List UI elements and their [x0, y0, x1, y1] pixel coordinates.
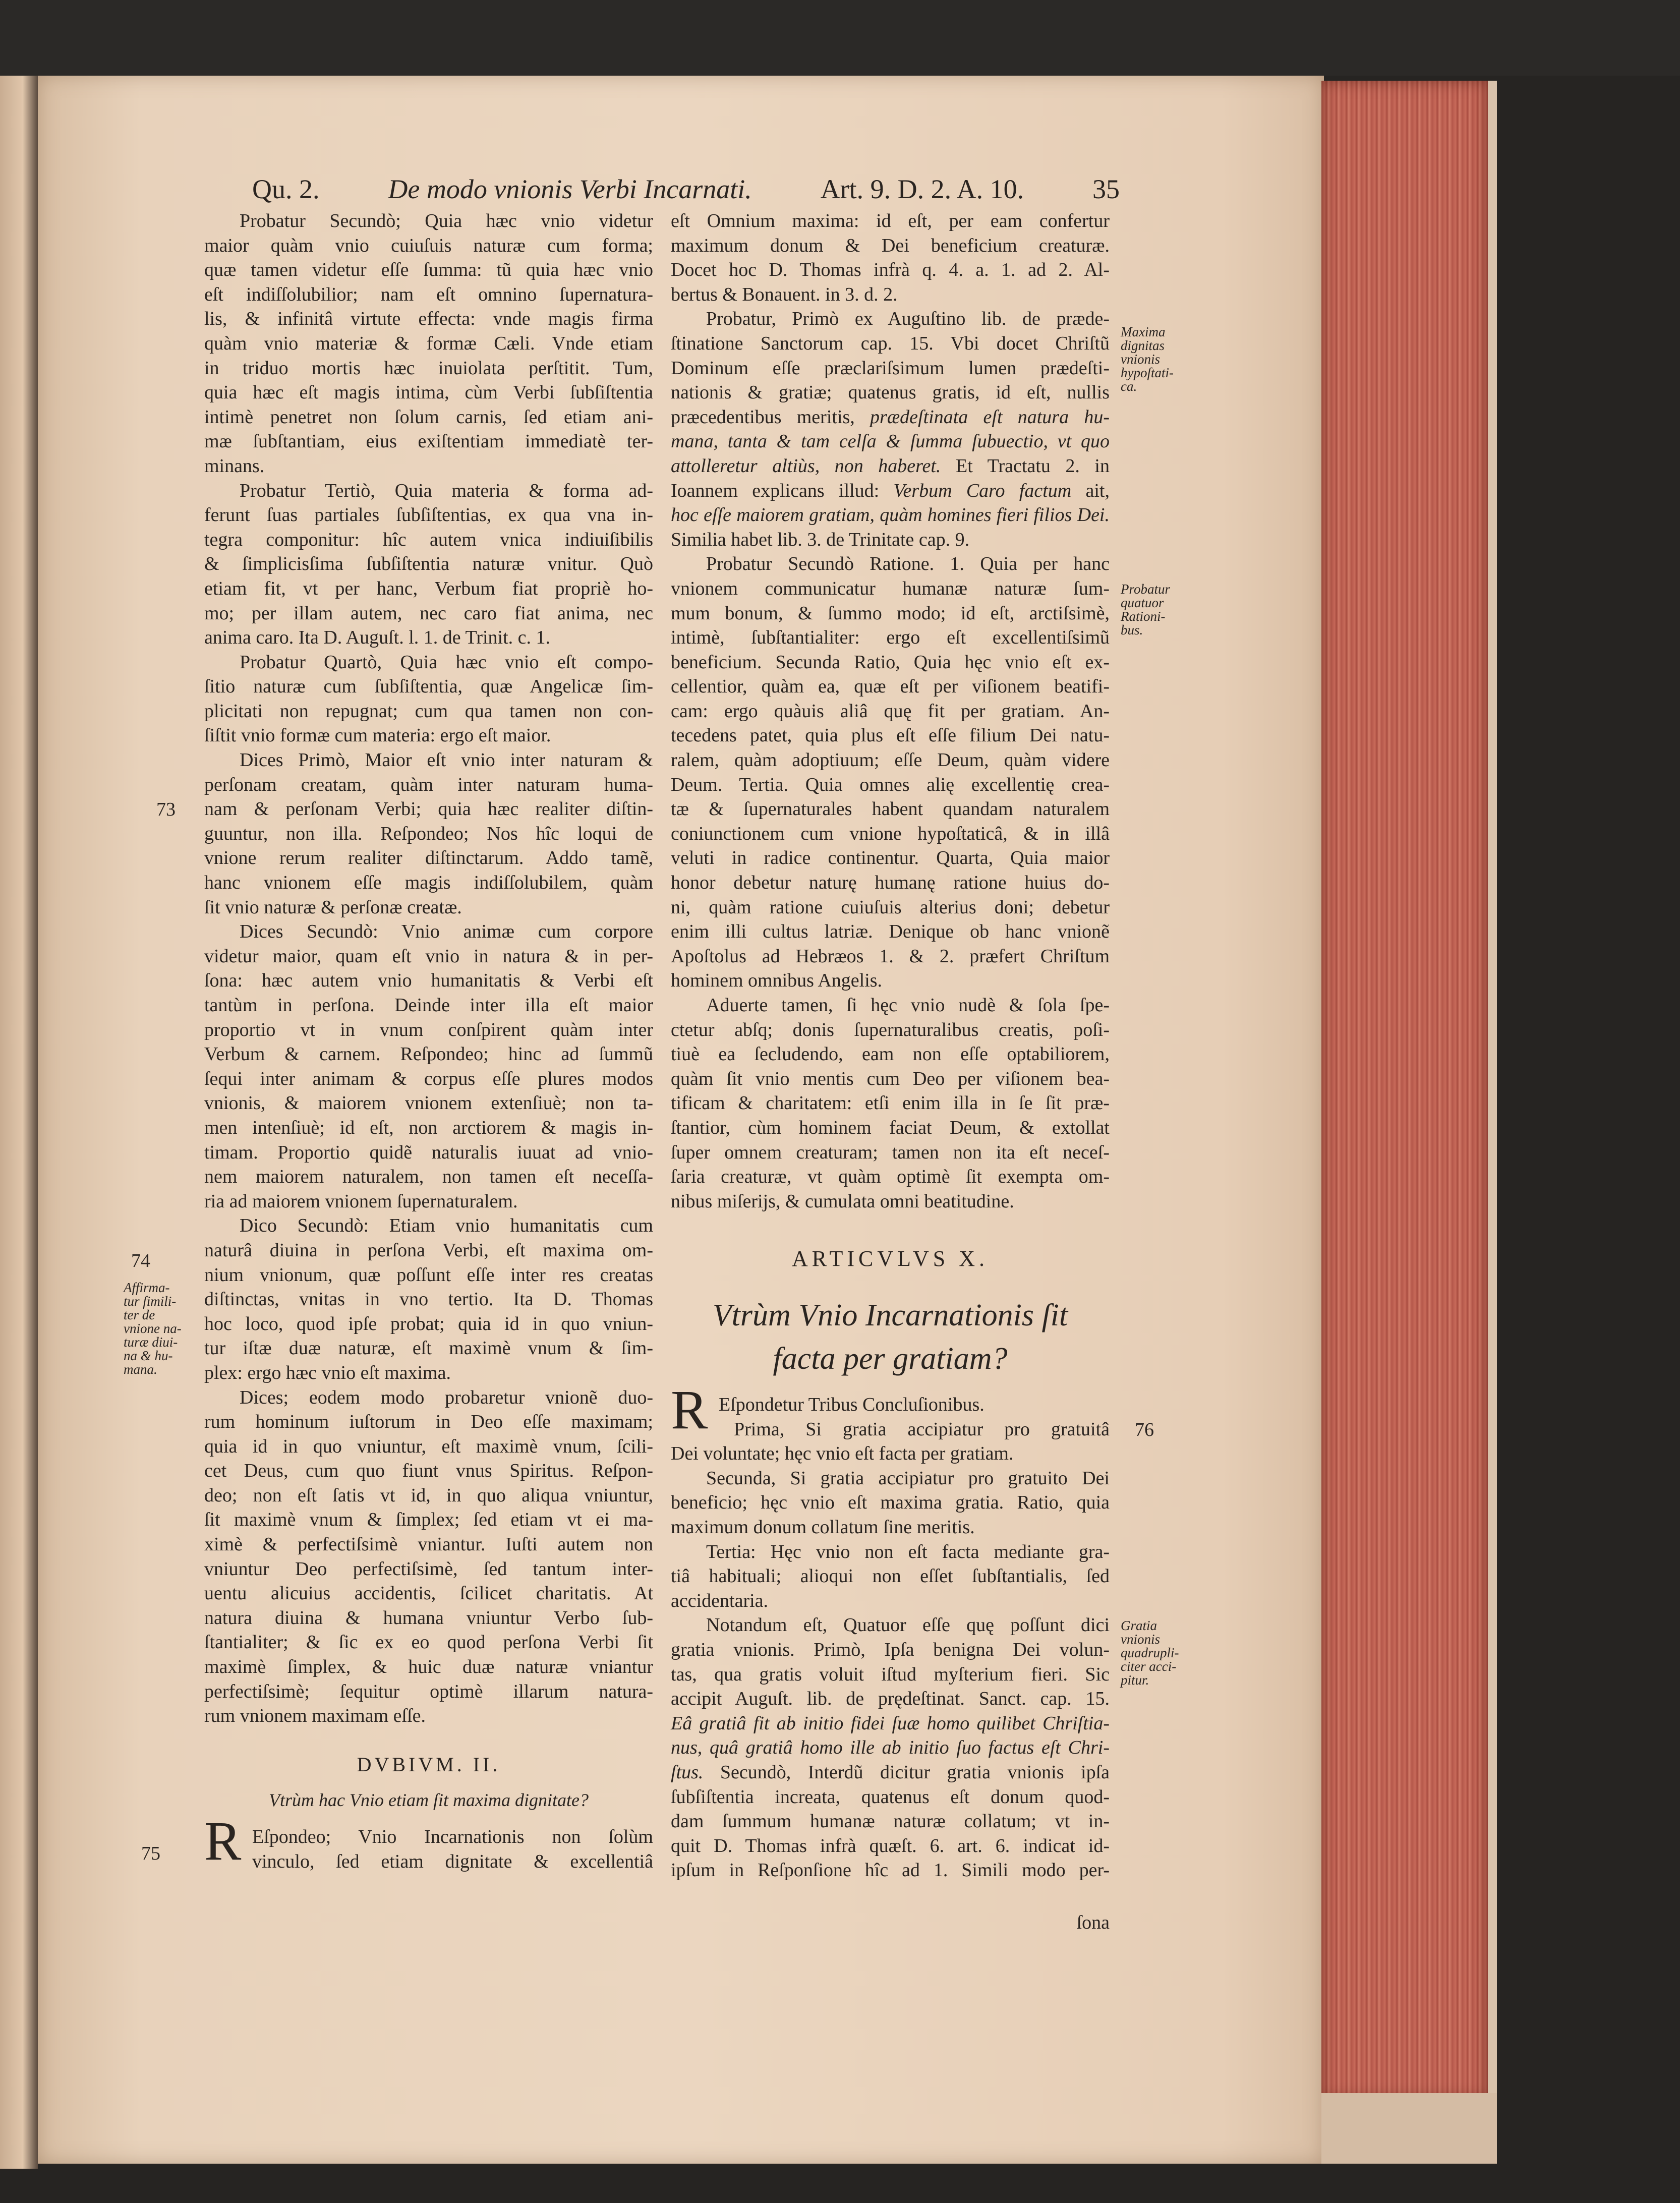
text-line: Docet hoc D. Thomas infrà q. 4. a. 1. ad 2. Al-	[671, 259, 1110, 281]
text-line: tegra componitur: hîc autem vnica indiuiſibilis	[204, 529, 653, 550]
page-number: 35	[1092, 174, 1120, 204]
text-line: men intenſiuè; id eſt, non arctiorem & magis in-	[204, 1117, 653, 1138]
text-line	[671, 1735, 1110, 1760]
margin-note-line: turæ diui-	[124, 1335, 178, 1350]
text-line: quàm vnio materiæ & formæ Cæli. Vnde etiam	[204, 332, 653, 354]
text-line: nem maiorem naturalem, non tamen eſt neceſſa-	[204, 1166, 653, 1188]
text-line: ferunt ſuas partiales ſubſiſtentias, ex qua vna in-	[204, 504, 653, 526]
text-line: vnionem communicatur humanæ naturæ ſum-	[671, 577, 1110, 599]
margin-note-line: dignitas	[1121, 338, 1165, 353]
text-line: ximè & perfectiſsimè vniantur. Iuſti autem non	[204, 1534, 653, 1555]
text-line: gratia vnionis. Primò, Ipſa benigna Dei volun-	[671, 1639, 1110, 1660]
text-line: ſit maximè vnum & ſimplex; ſed etiam vt ei ma-	[204, 1509, 653, 1531]
text-line: naturâ diuina in perſona Verbi, eſt maxima om-	[204, 1239, 653, 1261]
text-line: accipit Auguſt. lib. de prędeſtinat. Sanct. cap. 15.	[671, 1688, 1110, 1710]
text-line: Eſpondeo; Vnio Incarnationis non ſolùm	[252, 1826, 653, 1847]
margin-note-line: vnionis	[1121, 1632, 1160, 1647]
text-line: nam & perſonam Verbi; quia hæc realiter diſtin-	[204, 798, 653, 820]
text-line: Tertia: Hęc vnio non eſt facta mediante gra-	[706, 1541, 1110, 1562]
text-line: ſaria creaturæ, vt quàm optimè ſit exempta om-	[671, 1166, 1110, 1188]
text-line: vnionis, & maiorem vnionem extenſiuè; non ta-	[204, 1092, 653, 1114]
text-line: mo; per illam autem, nec caro fiat anima, nec	[204, 602, 653, 624]
text-line: nibus miſerijs, & cumulata omni beatitudine.	[671, 1190, 1014, 1212]
text-line: timam. Proportio quidẽ naturalis iuuat ad vnio-	[204, 1141, 653, 1163]
margin-number: 76	[1135, 1419, 1154, 1440]
dubium-heading-text: DVBIVM. II.	[357, 1753, 501, 1776]
text-line: Probatur Secundò Ratione. 1. Quia per hanc	[706, 553, 1110, 575]
margin-note-line: ter de	[124, 1307, 155, 1322]
margin-note-line: na & hu-	[124, 1348, 173, 1363]
text-line: hanc vnionem eſſe magis indiſſolubilem, quàm	[204, 872, 653, 894]
text-line: tificam & charitatem: etſi enim illa in ſe ſit præ-	[671, 1092, 1110, 1114]
text-line: intimè, ſubſtantialiter: ergo eſt excellentiſsimũ	[671, 627, 1110, 649]
margin-note-line: Rationi-	[1121, 609, 1166, 624]
header-title: De modo vnionis Verbi Incarnati.	[388, 174, 752, 204]
margin-note-line: citer acci-	[1121, 1659, 1177, 1674]
text-line: quàm ſit vnio mentis cum Deo per viſionem bea-	[671, 1068, 1110, 1089]
drop-cap: R	[204, 1810, 242, 1872]
text-line: Dico Secundò: Etiam vnio humanitatis cum	[240, 1215, 653, 1237]
margin-note-line: Maxima	[1121, 324, 1166, 339]
text-segment: mana, tanta & tam celſa & ſumma ſubuectio, vt quo	[671, 431, 1110, 452]
article-title-line: Vtrùm Vnio Incarnationis ſit	[712, 1298, 1068, 1332]
text-line: vnione rerum realiter diſtinctarum. Addo tamẽ,	[204, 847, 653, 869]
text-line: accidentaria.	[671, 1590, 769, 1611]
text-line: lis, & infinitâ virtute effecta: vnde magis firma	[204, 308, 653, 330]
text-line: veluti in radice continentur. Quarta, Quia maior	[671, 847, 1110, 869]
text-line	[671, 479, 1110, 503]
page-edges-red	[1321, 81, 1497, 2098]
margin-note-probatur	[1121, 583, 1170, 637]
text-segment: Ioannem explicans illud:	[671, 480, 894, 501]
margin-note-line: tur ſimili-	[124, 1294, 177, 1309]
page-edges-bottom	[1321, 2093, 1497, 2164]
text-segment: Verbum Caro factum	[893, 480, 1072, 501]
text-line: quia id in quo vniuntur, eſt maximè vnum, ſcili-	[204, 1435, 653, 1457]
text-line	[671, 454, 1110, 479]
margin-note-line: Gratia	[1121, 1618, 1157, 1633]
text-line: plex: ergo hæc vnio eſt maxima.	[204, 1362, 451, 1383]
running-header	[252, 169, 1120, 209]
margin-note-line: quatuor	[1121, 595, 1164, 610]
text-line: rum vnionem maximam eſſe.	[204, 1705, 426, 1727]
scan-background	[0, 0, 1680, 76]
text-segment: prædeſtinata eſt natura hu-	[870, 406, 1110, 428]
margin-number: 73	[156, 799, 176, 820]
catchword: ſona	[1076, 1912, 1110, 1933]
text-line: deo; non eſt ſatis vt id, in quo aliqua vniuntur,	[204, 1484, 653, 1506]
article-text	[671, 1393, 1110, 1883]
text-line: maximum donum & Dei beneficium creaturæ.	[671, 235, 1110, 256]
margin-number: 74	[131, 1250, 150, 1271]
text-line: Eſpondetur Tribus Concluſionibus.	[719, 1394, 984, 1415]
text-line: tur iſtæ duæ naturæ, eſt maximè vnum & ſim-	[204, 1338, 653, 1359]
dubium-heading	[204, 1753, 653, 1776]
margin-note-line: pitur.	[1121, 1672, 1149, 1688]
text-line: vniuntur Deo perfectiſsimè, ſed tantum inter-	[204, 1558, 653, 1580]
text-line: ſtinatione Sanctorum cap. 15. Vbi docet Chriſtũ	[671, 332, 1110, 354]
text-line: ſona: hæc autem vnio humanitatis & Verbi eſt	[204, 970, 653, 992]
text-line: Notandum eſt, Quatuor eſſe quę poſſunt dici	[706, 1614, 1110, 1636]
facing-page-edge	[0, 76, 38, 2169]
text-line: guuntur, non illa. Reſpondeo; Nos hîc loqui de	[204, 823, 653, 844]
text-line: cellentior, quàm ea, quæ eſt per viſionem beatifi-	[671, 676, 1110, 698]
text-line: tæ & ſupernaturales habent quandam naturalem	[671, 798, 1110, 820]
margin-note-line: vnione na-	[124, 1321, 182, 1336]
text-line: cet Deus, cum quo fiunt vnus Spiritus. Reſpon-	[204, 1460, 653, 1482]
text-line: ſitio naturæ cum ſubſiſtentia, quæ Angelicæ ſim-	[204, 676, 653, 698]
text-line	[671, 503, 1110, 528]
text-line: tecedens patet, quia plus eſt eſſe filium Dei natu-	[671, 725, 1110, 746]
margin-note-line: vnionis	[1121, 352, 1160, 367]
text-line: mæ ſubſtantiam, eius exiſtentiam immediatè ter-	[204, 431, 653, 452]
text-line: coniunctionem cum vnione hypoſtaticâ, & in illâ	[671, 823, 1110, 844]
text-line: beneficium. Secunda Ratio, Quia hęc vnio eſt ex-	[671, 651, 1110, 673]
margin-note-line: ca.	[1121, 379, 1137, 394]
drop-cap: R	[671, 1379, 708, 1440]
text-segment: nus, quâ gratiâ homo ille ab initio ſuo factus eſt Chri-	[671, 1737, 1110, 1759]
text-line	[671, 1760, 1110, 1785]
text-line: plicitati non repugnat; cum qua tamen non con-	[204, 700, 653, 722]
text-line: perſonam creatam, quàm inter naturam huma-	[204, 774, 653, 795]
margin-note-line: Probatur	[1121, 582, 1171, 597]
text-line: ralem, quàm adoptiuum; eſſe Deum, quàm videre	[671, 749, 1110, 771]
text-line: tiâ habituali; alioqui non eſſet ſubſtantialis, ſed	[671, 1566, 1110, 1587]
margin-note-maxima	[1121, 325, 1174, 393]
text-line: Verbum & carnem. Reſpondeo; hinc ad ſummũ	[204, 1043, 653, 1065]
text-line: proportio vt in vnum conſpirent quàm inter	[204, 1019, 653, 1040]
text-line: Aduerte tamen, ſi hęc vnio nudè & ſola ſpe-	[706, 995, 1110, 1016]
text-line: & ſimplicisſima ſubſiſtentia naturæ vnitur. Quò	[204, 553, 653, 575]
text-line: natura diuina & humana vniuntur Verbo ſub-	[204, 1607, 653, 1629]
text-segment: attolleretur altiùs, non haberet.	[671, 455, 941, 477]
text-line: tas, qua gratis voluit iſtud myſterium fieri. Sic	[671, 1663, 1110, 1685]
text-line: Probatur, Primò ex Auguſtino lib. de præde-	[706, 308, 1110, 330]
text-line: tiuè ea ſecludendo, eam non eſſe optabiliorem,	[671, 1043, 1110, 1065]
text-line: Probatur Quartò, Quia hæc vnio eſt compo-	[240, 651, 653, 673]
text-line: Dices Primò, Maior eſt vnio inter naturam &	[240, 749, 653, 771]
text-line: ſubſiſtentia increata, quatenus eſt donum quod-	[671, 1786, 1110, 1808]
text-segment: ait,	[1071, 480, 1110, 501]
text-segment: præcedentibus meritis,	[671, 406, 871, 428]
left-column	[204, 209, 653, 1728]
text-line: quit D. Thomas infrà quæſt. 6. art. 6. indicat id-	[671, 1835, 1110, 1857]
text-line: intimè penetret non ſolum carnis, ſed etiam ani-	[204, 406, 653, 428]
text-line: diſtinctas, vnitas in vno tertio. Ita D. Thomas	[204, 1289, 653, 1310]
text-line: uentu alicuius accidentis, ſcilicet charitatis. At	[204, 1583, 653, 1604]
margin-number: 75	[141, 1843, 160, 1864]
text-segment: Secundò, Interdũ dicitur gratia vnionis ipſa	[703, 1761, 1110, 1783]
text-line: Prima, Si gratia accipiatur pro gratuitâ	[734, 1418, 1110, 1440]
text-line: ſiſtit vnio formæ cum materia: ergo eſt maior.	[204, 725, 551, 746]
margin-note-line: hypoſtati-	[1121, 365, 1174, 380]
text-segment: hoc eſſe maiorem gratiam, quàm homines fieri filios Dei.	[671, 504, 1110, 526]
text-line: maior quàm vnio cuiuſuis naturæ cum forma;	[204, 235, 653, 256]
text-line: ſtantialiter; & ſic ex eo quod perſona Verbi ſit	[204, 1632, 653, 1653]
text-line	[671, 405, 1110, 430]
text-line	[671, 1711, 1110, 1736]
text-segment: Eâ gratiâ fit ab initio fidei ſuæ homo quilibet Chriſtia-	[671, 1712, 1110, 1734]
text-line: in triduo mortis hæc inuiolata perſtitit. Tum,	[204, 357, 653, 379]
margin-note-affirmatur	[124, 1281, 182, 1376]
text-line: Probatur Tertiò, Quia materia & forma ad-	[240, 480, 653, 501]
article-title-line: facta per gratiam?	[773, 1342, 1008, 1376]
text-line: minans.	[204, 455, 265, 477]
text-line: eſt indiſſolubilior; nam eſt omnino ſupernatura-	[204, 283, 653, 305]
text-line: Similia habet lib. 3. de Trinitate cap. 9.	[671, 529, 970, 550]
text-line: ctetur abſq; donis ſupernaturalibus creatis, poſi-	[671, 1019, 1110, 1040]
header-article: Art. 9. D. 2. A. 10.	[820, 174, 1024, 204]
text-line: rum hominum iuſtorum in Deo eſſe maximam;	[204, 1411, 653, 1433]
text-line: eſt Omnium maxima: id eſt, per eam confertur	[671, 210, 1110, 231]
text-line: ſequi inter animam & corpus eſſe plures modos	[204, 1068, 653, 1089]
article-title	[671, 1294, 1110, 1380]
text-line: Dices Secundò: Vnio animæ cum corpore	[240, 921, 653, 943]
text-line: Apoſtolus ad Hebræos 1. & 2. præfert Chriſtum	[671, 945, 1110, 967]
text-line: beneficio; hęc vnio eſt maxima gratia. Ratio, quia	[671, 1492, 1110, 1514]
text-line: nium vnionum, quæ poſſunt eſſe inter res creatas	[204, 1264, 653, 1286]
text-line: nationis & gratiæ; quatenus gratis, id eſt, nullis	[671, 382, 1110, 403]
text-line: mum bonum, & ſummo modo; id eſt, arctiſsimè,	[671, 602, 1110, 624]
margin-note-gratia	[1121, 1619, 1179, 1687]
text-line: bertus & Bonauent. in 3. d. 2.	[671, 283, 898, 305]
text-line: vinculo, ſed etiam dignitate & excellentiâ	[252, 1850, 653, 1872]
text-line: ipſum in Reſponſione hîc ad 1. Simili modo per-	[671, 1860, 1110, 1881]
text-line	[671, 429, 1110, 454]
text-line: Deum. Tertia. Quia omnes alię excellentię crea-	[671, 774, 1110, 795]
text-line: honor debetur naturę humanę ratione huius do-	[671, 872, 1110, 894]
text-line: maximè ſimplex, & huic duæ naturæ vniantur	[204, 1656, 653, 1678]
text-line: hominem omnibus Angelis.	[671, 970, 883, 992]
text-line: videtur maior, quam eſt vnio in natura & in per-	[204, 945, 653, 967]
article-heading: ARTICVLVS X.	[792, 1246, 989, 1271]
margin-note-line: mana.	[124, 1362, 157, 1377]
text-line: ni, quàm ratione cuiuſuis alterius doni; debetur	[671, 896, 1110, 918]
text-line: Dei voluntate; hęc vnio eſt facta per gratiam.	[671, 1443, 1014, 1465]
text-line: ſuper omnem creaturam; tamen non ita eſt neceſ-	[671, 1141, 1110, 1163]
text-line: cam: ergo quàuis aliâ quę fit per gratiam. An-	[671, 700, 1110, 722]
text-line: perfectiſsimè; ſequitur optimè illarum natura-	[204, 1680, 653, 1702]
text-line: ria ad maiorem vnionem ſupernaturalem.	[204, 1190, 518, 1212]
text-line: tantùm in perſona. Deinde inter illa eſt maior	[204, 995, 653, 1016]
text-line: Dominum eſſe præclariſsimum lumen prædeſti-	[671, 357, 1110, 379]
text-line: enim illi cultus latriæ. Denique ob hanc vnionẽ	[671, 921, 1110, 943]
text-line: Dices; eodem modo probaretur vnionẽ duo-	[240, 1386, 653, 1408]
right-column	[671, 209, 1110, 1213]
text-line: Secunda, Si gratia accipiatur pro gratuito Dei	[706, 1467, 1110, 1489]
margin-note-line: bus.	[1121, 622, 1143, 637]
dubium-text	[252, 1825, 653, 1874]
text-line: quia hæc eſt magis intima, cùm Verbi ſubſiſtentia	[204, 382, 653, 403]
text-line: anima caro. Ita D. Auguſt. l. 1. de Trinit. c. 1.	[204, 627, 551, 649]
text-segment: Et Tractatu 2. in	[941, 455, 1110, 477]
text-segment: ſtus.	[671, 1761, 704, 1783]
text-line: dam ſummum humanæ naturæ collatum; vt in-	[671, 1811, 1110, 1832]
margin-note-line: Affirma-	[124, 1280, 170, 1295]
margin-note-line: quadrupli-	[1121, 1645, 1179, 1660]
text-line: ſtantior, cùm hominem faciat Deum, & extollat	[671, 1117, 1110, 1138]
text-line: etiam fit, vt per hanc, Verbum fiat propriè ho-	[204, 577, 653, 599]
dubium-question: Vtrùm hac Vnio etiam ſit maxima dignitate?	[269, 1790, 589, 1810]
text-line: ſit vnio naturæ & perſonæ creatæ.	[204, 896, 462, 918]
text-line: maximum donum collatum ſine meritis.	[671, 1516, 975, 1538]
text-line: quæ tamen videtur eſſe ſumma: tũ quia hæc vnio	[204, 259, 653, 281]
header-question: Qu. 2.	[252, 174, 320, 204]
text-line: Probatur Secundò; Quia hæc vnio videtur	[240, 210, 653, 231]
text-line: hoc loco, quod ipſe probat; quia id in quo vniun-	[204, 1313, 653, 1335]
